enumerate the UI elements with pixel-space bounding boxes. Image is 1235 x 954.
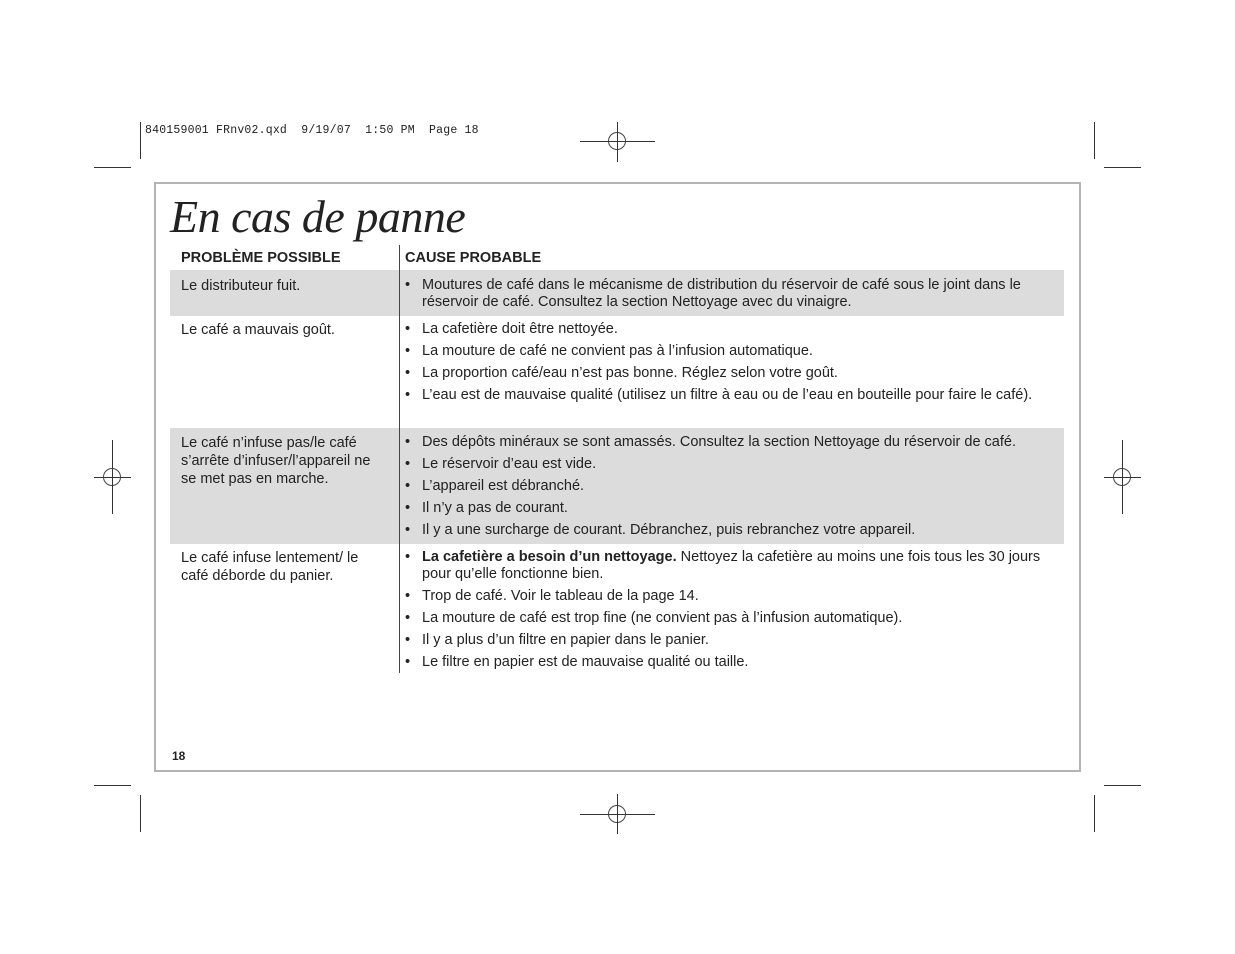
cause-item: • La proportion café/eau n’est pas bonne. Réglez selon votre goût. — [405, 365, 1061, 382]
cause-item: • La mouture de café est trop fine (ne convient pas à l’infusion automatique). — [405, 610, 1061, 627]
cause-item: • Le filtre en papier est de mauvaise qualité ou taille. — [405, 654, 1061, 671]
problem-column-header: PROBLÈME POSSIBLE — [181, 250, 341, 266]
cause-item: • Des dépôts minéraux se sont amassés. Consultez la section Nettoyage du réservoir de café. — [405, 434, 1061, 451]
column-divider — [399, 245, 400, 673]
cause-item: • La mouture de café ne convient pas à l’infusion automatique. — [405, 343, 1061, 360]
cause-item: • Il n’y a pas de courant. — [405, 500, 1061, 517]
problem-text: Le café a mauvais goût. — [181, 322, 335, 338]
cause-item: • La cafetière a besoin d’un nettoyage. Nettoyez la cafetière au moins une fois tous les 30 jours pour qu’elle fonctionne bien. — [405, 549, 1061, 583]
cause-item: • L’appareil est débranché. — [405, 478, 1061, 495]
cause-item: • Il y a plus d’un filtre en papier dans le panier. — [405, 632, 1061, 649]
cause-item: • L’eau est de mauvaise qualité (utilisez un filtre à eau ou de l’eau en bouteille pour faire le café). — [405, 387, 1061, 404]
cause-item: • Trop de café. Voir le tableau de la page 14. — [405, 588, 1061, 605]
cause-item: • La cafetière doit être nettoyée. — [405, 321, 1061, 338]
problem-text: Le café infuse lentement/ le café déborde du panier. — [181, 550, 359, 584]
cause-list — [405, 549, 1061, 676]
table-row — [170, 544, 1064, 674]
cause-column-header: CAUSE PROBABLE — [405, 250, 542, 266]
problem-text: Le distributeur fuit. — [181, 278, 301, 294]
cause-list — [405, 321, 1061, 409]
page-number: 18 — [172, 749, 186, 763]
cause-item: • Moutures de café dans le mécanisme de distribution du réservoir de café sous le joint dans le réservoir de café. Consultez la section Nettoyage avec du vinaigre. — [405, 277, 1061, 311]
table-row — [170, 270, 1064, 316]
table-row — [170, 316, 1064, 428]
problem-text: Le café n’infuse pas/le café s’arrête d’infuser/l’appareil ne se met pas en marche. — [181, 435, 371, 487]
table-row — [170, 428, 1064, 544]
cause-list — [405, 434, 1061, 544]
cause-list — [405, 277, 1061, 316]
cause-item: • Le réservoir d’eau est vide. — [405, 456, 1061, 473]
cause-item: • Il y a une surcharge de courant. Débranchez, puis rebranchez votre appareil. — [405, 522, 1061, 539]
page-title: En cas de panne — [170, 191, 466, 242]
print-slug: 840159001 FRnv02.qxd 9/19/07 1:50 PM Page 18 — [145, 124, 479, 137]
